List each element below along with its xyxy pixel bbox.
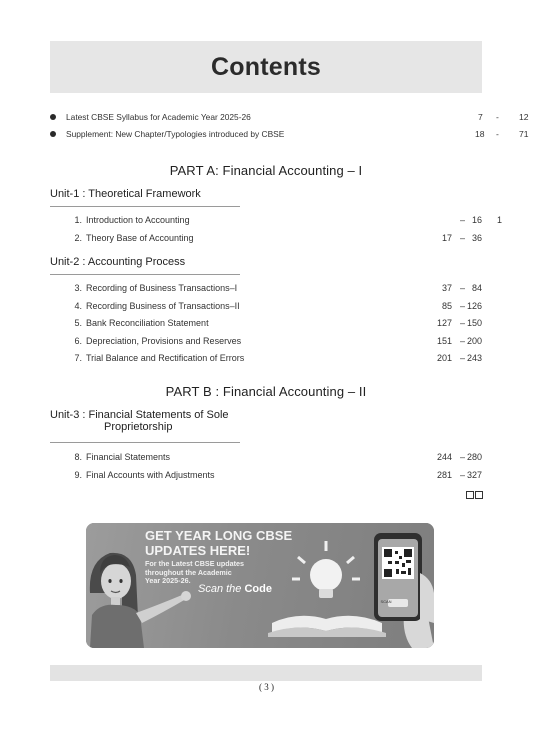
chapter-number: 5. (74, 318, 82, 328)
start-page: 127 (436, 318, 452, 328)
bullet-icon (50, 131, 56, 137)
page-dash: – (460, 233, 466, 243)
phone-scan-button[interactable]: SCAN (380, 599, 392, 604)
chapter-row (50, 301, 482, 317)
chapter-row (50, 318, 482, 334)
page-number: ( 3 ) (259, 682, 274, 692)
phone-icon (374, 533, 434, 648)
end-page: 12 (519, 112, 529, 122)
end-page: 71 (519, 129, 529, 139)
chapter-number: 7. (74, 353, 82, 363)
chapter-name: Final Accounts with Adjustments (86, 470, 215, 480)
page-dash: - (496, 129, 499, 139)
title-band (50, 41, 482, 93)
item-label: Supplement: New Chapter/Typologies introduced by CBSE (66, 129, 285, 139)
chapter-number: 9. (74, 470, 82, 480)
supplement-item (50, 128, 529, 142)
square-icon (475, 491, 483, 499)
chapter-name: Depreciation, Provisions and Reserves (86, 336, 242, 346)
unit-2-rule (50, 274, 240, 275)
unit-3-rule (50, 442, 240, 443)
lightbulb-icon (292, 541, 360, 598)
banner-headline-line2: UPDATES HERE! (145, 543, 251, 558)
unit-1-heading: Unit-1 : Theoretical Framework (50, 188, 201, 200)
end-page: 280 (466, 452, 482, 462)
footer-band (50, 665, 482, 681)
page-dash: – (460, 470, 466, 480)
end-page: 150 (466, 318, 482, 328)
chapter-name: Recording Business of Transactions–II (86, 301, 240, 311)
page-dash: – (460, 336, 466, 346)
unit-3-heading-line2: Proprietorship (104, 421, 173, 433)
end-page: 16 (471, 215, 482, 225)
page-dash: – (460, 452, 466, 462)
end-page: 84 (471, 283, 482, 293)
chapter-name: Theory Base of Accounting (86, 233, 194, 243)
chapter-name: Introduction to Accounting (86, 215, 190, 225)
item-label: Latest CBSE Syllabus for Academic Year 2025-26 (66, 112, 251, 122)
unit-3-heading-line1: Unit-3 : Financial Statements of Sole (50, 409, 229, 421)
page-dash: - (496, 112, 499, 122)
end-page: 126 (466, 301, 482, 311)
cbse-updates-banner[interactable] (86, 523, 434, 648)
unit-2-heading: Unit-2 : Accounting Process (50, 256, 186, 268)
scan-prefix: Scan the (198, 583, 245, 595)
start-page: 85 (441, 301, 452, 311)
start-page: 201 (436, 353, 452, 363)
scan-bold: Code (244, 583, 272, 595)
page-title: Contents (211, 52, 321, 81)
start-page: 17 (441, 233, 452, 243)
banner-subtext-line2: throughout the Academic (145, 567, 232, 577)
end-page: 243 (466, 353, 482, 363)
chapter-row (50, 215, 502, 231)
chapter-name: Financial Statements (86, 452, 171, 462)
chapter-row (50, 353, 482, 369)
chapter-name: Bank Reconciliation Statement (86, 318, 209, 328)
chapter-number: 6. (74, 336, 82, 346)
chapter-row (50, 336, 482, 352)
chapter-row (50, 452, 482, 468)
end-page: 200 (466, 336, 482, 346)
page-dash: – (460, 283, 466, 293)
chapter-number: 1. (74, 215, 82, 225)
chapter-row (50, 233, 482, 249)
chapter-name: Recording of Business Transactions–I (86, 283, 238, 293)
syllabus-item (50, 111, 529, 125)
chapter-number: 4. (74, 301, 82, 311)
start-page: 281 (436, 470, 452, 480)
page-dash: – (460, 353, 466, 363)
banner-subtext (145, 560, 255, 586)
start-page: 18 (475, 129, 485, 139)
bullet-icon (50, 114, 56, 120)
part-b-title: PART B : Financial Accounting – II (165, 384, 367, 399)
banner-headline (145, 528, 292, 558)
start-page: 1 (496, 215, 502, 225)
banner-subtext-line3: Year 2025-26. (145, 576, 191, 585)
start-page: 151 (436, 336, 452, 346)
end-page: 327 (466, 470, 482, 480)
start-page: 37 (441, 283, 452, 293)
part-a-title: PART A: Financial Accounting – I (169, 163, 363, 178)
page-dash: – (460, 301, 466, 311)
banner-subtext-line1: For the Latest CBSE updates (145, 559, 245, 568)
start-page: 7 (478, 112, 483, 122)
banner-headline-line1: GET YEAR LONG CBSE (145, 528, 293, 543)
scan-the-code-label (198, 583, 272, 595)
chapter-row (50, 283, 482, 299)
chapter-number: 2. (74, 233, 82, 243)
page-dash: – (460, 318, 466, 328)
chapter-name: Trial Balance and Rectification of Errors (86, 353, 245, 363)
chapter-number: 3. (74, 283, 82, 293)
chapter-number: 8. (74, 452, 82, 462)
end-page: 36 (471, 233, 482, 243)
unit-3-heading (50, 409, 229, 433)
chapter-row (50, 470, 482, 486)
open-book-icon (268, 616, 386, 637)
square-icon (466, 491, 474, 499)
unit-1-rule (50, 206, 240, 207)
page-dash: – (460, 215, 466, 225)
end-marks (466, 491, 483, 499)
start-page: 244 (436, 452, 452, 462)
